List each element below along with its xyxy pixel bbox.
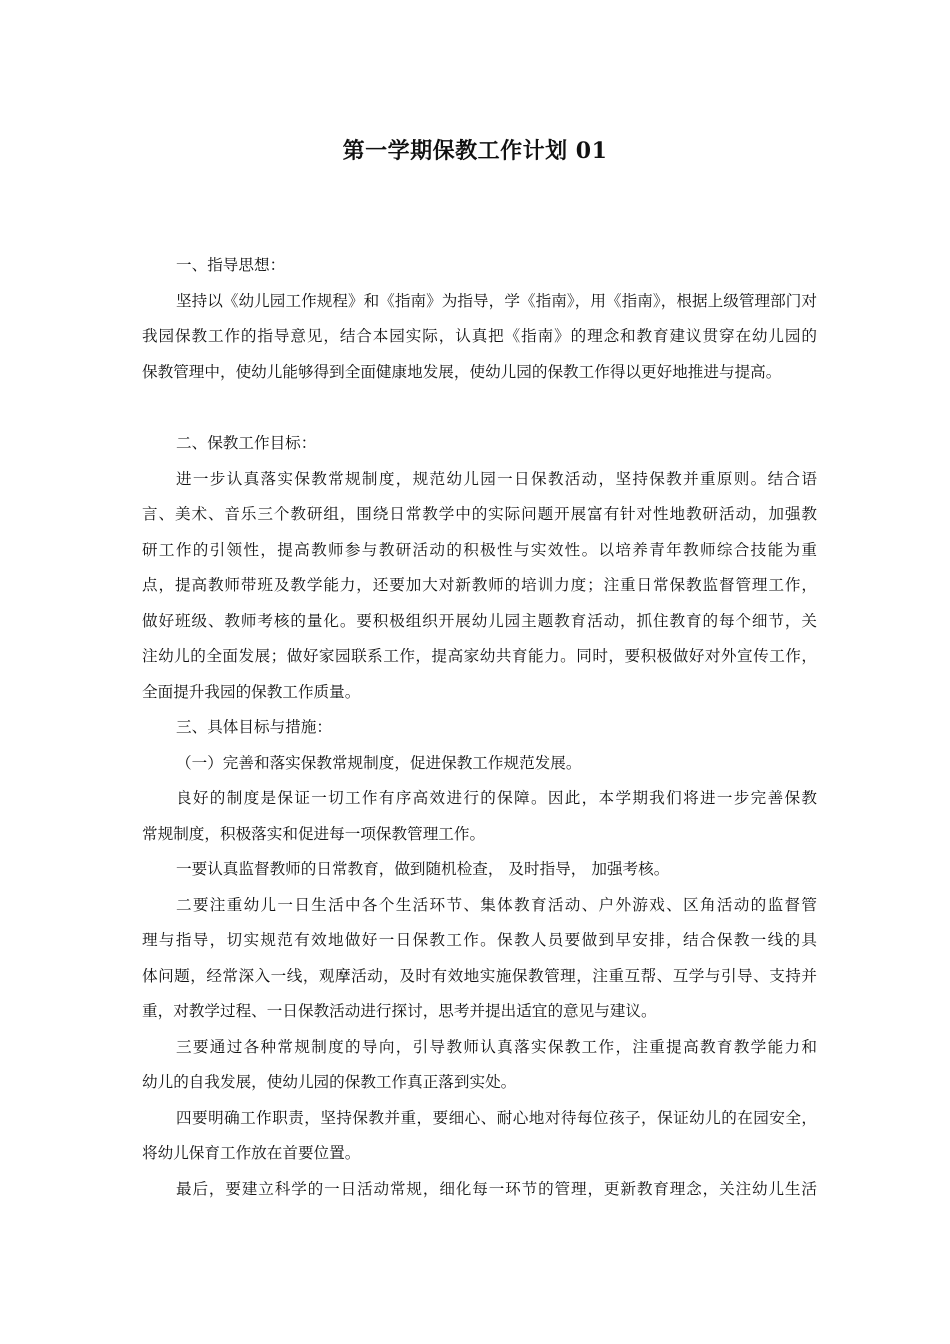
paragraph-line: 最后，要建立科学的一日活动常规，细化每一环节的管理，更新教育理念，关注幼儿生活 bbox=[176, 1179, 817, 1198]
section-heading: 二、保教工作目标： bbox=[176, 434, 317, 452]
subsection-heading: （一）完善和落实保教常规制度，促进保教工作规范发展。 bbox=[176, 753, 582, 772]
paragraph-line: 幼儿的自我发展，使幼儿园的保教工作真正落到实处。 bbox=[142, 1073, 517, 1091]
paragraph-line: 我园保教工作的指导意见，结合本园实际，认真把《指南》的理念和教育建议贯穿在幼儿园的 bbox=[142, 327, 817, 345]
paragraph-line: 保教管理中，使幼儿能够得到全面健康地发展，使幼儿园的保教工作得以更好地推进与提高。 bbox=[142, 362, 782, 381]
paragraph-line: 将幼儿保育工作放在首要位置。 bbox=[142, 1144, 361, 1162]
paragraph-line: 言、美术、音乐三个教研组，围绕日常教学中的实际问题开展富有针对性地教研活动，加强教 bbox=[142, 505, 817, 523]
paragraph-line: 一要认真监督教师的日常教育，做到随机检查， 及时指导， 加强考核。 bbox=[176, 860, 670, 878]
paragraph-line: 坚持以《幼儿园工作规程》和《指南》为指导，学《指南》，用《指南》，根据上级管理部门对 bbox=[176, 291, 817, 310]
paragraph-line: 进一步认真落实保教常规制度，规范幼儿园一日保教活动，坚持保教并重原则。结合语 bbox=[176, 469, 817, 488]
paragraph-line: 做好班级、教师考核的量化。要积极组织开展幼儿园主题教育活动，抓住教育的每个细节，关 bbox=[142, 611, 817, 630]
section-spacer bbox=[142, 390, 817, 426]
paragraph-line: 理与指导，切实规范有效地做好一日保教工作。保教人员要做到早安排，结合保教一线的具 bbox=[142, 931, 817, 949]
paragraph-line: 点，提高教师带班及教学能力，还要加大对新教师的培训力度；注重日常保教监督管理工作， bbox=[142, 576, 817, 594]
paragraph-line: 全面提升我园的保教工作质量。 bbox=[142, 682, 361, 701]
paragraph-line: 研工作的引领性，提高教师参与教研活动的积极性与实效性。以培养青年教师综合技能为重 bbox=[142, 540, 817, 559]
document-title: 第一学期保教工作计划 01 bbox=[342, 138, 608, 164]
paragraph-line: 三要通过各种常规制度的导向，引导教师认真落实保教工作，注重提高教育教学能力和 bbox=[176, 1037, 817, 1056]
document-body bbox=[142, 248, 817, 1207]
paragraph-line: 注幼儿的全面发展；做好家园联系工作，提高家幼共育能力。同时，要积极做好对外宣传工作， bbox=[142, 647, 817, 665]
paragraph-line: 二要注重幼儿一日生活中各个生活环节、集体教育活动、户外游戏、区角活动的监督管 bbox=[176, 895, 817, 914]
paragraph-line: 体问题，经常深入一线，观摩活动，及时有效地实施保教管理，注重互帮、互学与引导、支持并 bbox=[142, 966, 817, 985]
paragraph-line: 四要明确工作职责，坚持保教并重，要细心、耐心地对待每位孩子，保证幼儿的在园安全， bbox=[176, 1108, 817, 1127]
paragraph-line: 重，对教学过程、一日保教活动进行探讨，思考并提出适宜的意见与建议。 bbox=[142, 1002, 657, 1020]
paragraph-line: 常规制度，积极落实和促进每一项保教管理工作。 bbox=[142, 824, 486, 843]
section-heading: 一、指导思想： bbox=[176, 256, 286, 274]
paragraph-line: 良好的制度是保证一切工作有序高效进行的保障。因此，本学期我们将进一步完善保教 bbox=[176, 789, 817, 807]
section-heading: 三、具体目标与措施： bbox=[176, 718, 332, 736]
